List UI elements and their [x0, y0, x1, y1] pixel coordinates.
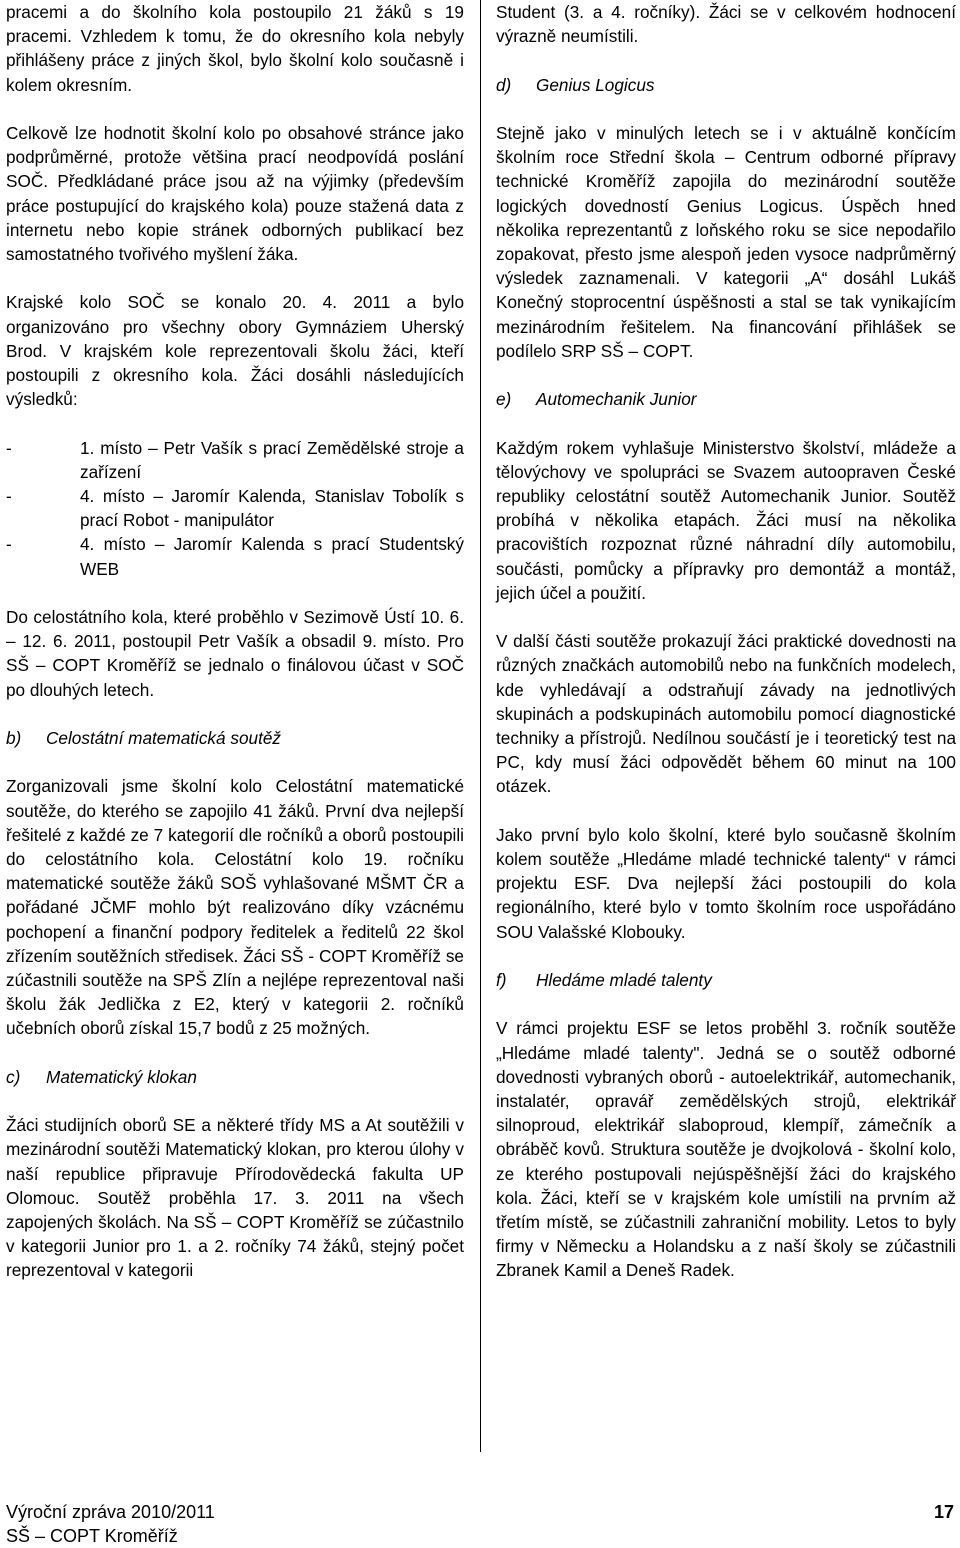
- paragraph-young-talents: V rámci projektu ESF se letos proběhl 3. ročník soutěže „Hledáme mladé talenty". Jedná se o soutěž odborné dovednosti vybraných oborů - autoelektrikář, automechanik, instalatér, opravář zemědělských strojů, elektrikář silnoproud, elektrikář slaboproud, klempíř, zámečník a obráběč kovů. Struktura soutěže je dvojkolová - školní kolo, ze kterého postupovali nejúspěšnější žáci do krajského kola. Žáci, kteří se v krajském kole umístili na prvním až třetím místě, se zúčastnili zahraniční mobility. Letos to byly firmy v Německu a Holandsku a z naší školy se zúčastnili Zbranek Kamil a Deneš Radek.: [496, 1018, 956, 1281]
- result-item: - 1. místo – Petr Vašík s prací Zemědělské stroje a zařízení: [6, 437, 464, 482]
- paragraph-national-round: Do celostátního kola, které proběhlo v Sezimově Ústí 10. 6. – 12. 6. 2011, postoupil Petr Vašík a obsadil 9. místo. Pro SŠ – COPT Kroměříž se jednalo o finálovou účast v SOČ po dlouhých letech.: [6, 607, 464, 700]
- paragraph-math-kangaroo: Žáci studijních oborů SE a některé třídy MS a At soutěžili v mezinárodní soutěži Matematický klokan, pro kterou úlohy v naší republice připravuje Přírodovědecká fakulta UP Olomouc. Soutěž proběhla 17. 3. 2011 na všech zapojených školách. Na SŠ – COPT Kroměříž se zúčastnilo v kategorii Junior pro 1. a 2. ročníky 74 žáků, stejný počet reprezentoval v kategorii: [6, 1115, 464, 1281]
- section-heading-c: c) Matematický klokan: [6, 1066, 197, 1087]
- footer-school-name: SŠ – COPT Kroměříž: [6, 1526, 178, 1546]
- page-number: 17: [933, 1502, 954, 1522]
- paragraph-automechanik-3: Jako první bylo kolo školní, které bylo současně školním kolem soutěže „Hledáme mladé technické talenty“ v rámci projektu ESF. Dva nejlepší žáci postoupili do kola regionálního, které bylo v tomto školním roce uspořádáno SOU Valašské Klobouky.: [496, 824, 956, 942]
- left-column: [6, 0, 464, 1283]
- result-item: - 4. místo – Jaromír Kalenda, Stanislav Tobolík s prací Robot - manipulátor: [6, 486, 464, 531]
- paragraph-automechanik-1: Každým rokem vyhlašuje Ministerstvo školství, mládeže a tělovýchovy ve spolupráci se Svazem autoopraven České republiky celostátní soutěž Automechanik Junior. Soutěž probíhá v několika etapách. Žáci musí na několika pracovištích rozpoznat různé náhradní díly automobilu, součásti, pomůcky a přípravky pro demontáž a montáž, jejich účel a použití.: [496, 437, 956, 603]
- right-column: [496, 0, 956, 1283]
- page-footer: [6, 1500, 954, 1548]
- section-heading-d: d) Genius Logicus: [496, 74, 655, 95]
- paragraph-genius-logicus: Stejně jako v minulých letech se i v aktuálně končícím školním roce Střední škola – Centrum odborné přípravy technické Kroměříž zapojila do mezinárodní soutěže logických dovedností Genius Logicus. Úspěch hned několika reprezentantů z loňského roku se sice nepodařilo zopakovat, přesto jsme alespoň jeden vysoce nadprůměrný výsledek zaznamenali. V kategorii „A“ dosáhl Lukáš Konečný stoprocentní úspěšnosti a stal se tak vynikajícím mezinárodním řešitelem. Na financování přihlášek se podílelo SRP SŠ – COPT.: [496, 122, 956, 361]
- section-heading-f: f) Hledáme mladé talenty: [496, 970, 712, 991]
- paragraph-automechanik-2: V další části soutěže prokazují žáci praktické dovednosti na různých značkách automobilů nebo na funkčních modelech, kde vyhledávají a odstraňují závady na jednotlivých skupinách a podskupinách automobilu pomocí diagnostické techniky a přístrojů. Nedílnou součástí je i teoretický test na PC, kdy musí žáci odpovědět během 60 minut na 100 otázek.: [496, 631, 956, 797]
- paragraph-regional-round: Krajské kolo SOČ se konalo 20. 4. 2011 a bylo organizováno pro všechny obory Gymnáziem Uherský Brod. V krajském kole reprezentovali školu žáci, kteří postoupili z okresního kola. Žáci dosáhli následujících výsledků:: [6, 292, 464, 410]
- paragraph-math-competition: Zorganizovali jsme školní kolo Celostátní matematické soutěže, do kterého se zapojilo 41 žáků. První dva nejlepší řešitelé z každé ze 7 kategorií dle ročníků a oborů postoupili do celostátního kola. Celostátní kolo 19. ročníku matematické soutěže žáků SOŠ vyhlašované MŠMT ČR a pořádané JČMF mohlo být realizováno díky vzácnému pochopení a finanční podpory ředitelek a ředitelů 22 škol zřízením soutěžních středisek. Žáci SŠ - COPT Kroměříž se zúčastnili soutěže na SPŠ Zlín a nejlépe reprezentoval naši školu žák Jedlička z E2, který v kategorii 2. ročníků učebních oborů získal 15,7 bodů z 25 možných.: [6, 776, 464, 1039]
- paragraph-intro: pracemi a do školního kola postoupilo 21 žáků s 19 pracemi. Vzhledem k tomu, že do okresního kola nebyly přihlášeny práce z jiných škol, bylo školní kolo současně i kolem okresním.: [6, 2, 464, 95]
- footer-report-title: Výroční zpráva 2010/2011: [6, 1502, 215, 1522]
- section-heading-b: b) Celostátní matematická soutěž: [6, 728, 282, 749]
- section-heading-e: e) Automechanik Junior: [496, 389, 697, 410]
- column-divider: [480, 0, 481, 1452]
- paragraph-continuation: Student (3. a 4. ročníky). Žáci se v celkovém hodnocení výrazně neumístili.: [496, 2, 956, 47]
- paragraph-evaluation: Celkově lze hodnotit školní kolo po obsahové stránce jako podprůměrné, protože většina prací neodpovídá poslání SOČ. Předkládané práce jsou až na výjimky (především práce postupující do krajského kola) pouze stažená data z internetu nebo kopie stránek odborných publikací bez samostatného tvořivého myšlení žáka.: [6, 123, 464, 265]
- result-item: - 4. místo – Jaromír Kalenda s prací Studentský WEB: [6, 534, 464, 579]
- results-list: [6, 436, 464, 581]
